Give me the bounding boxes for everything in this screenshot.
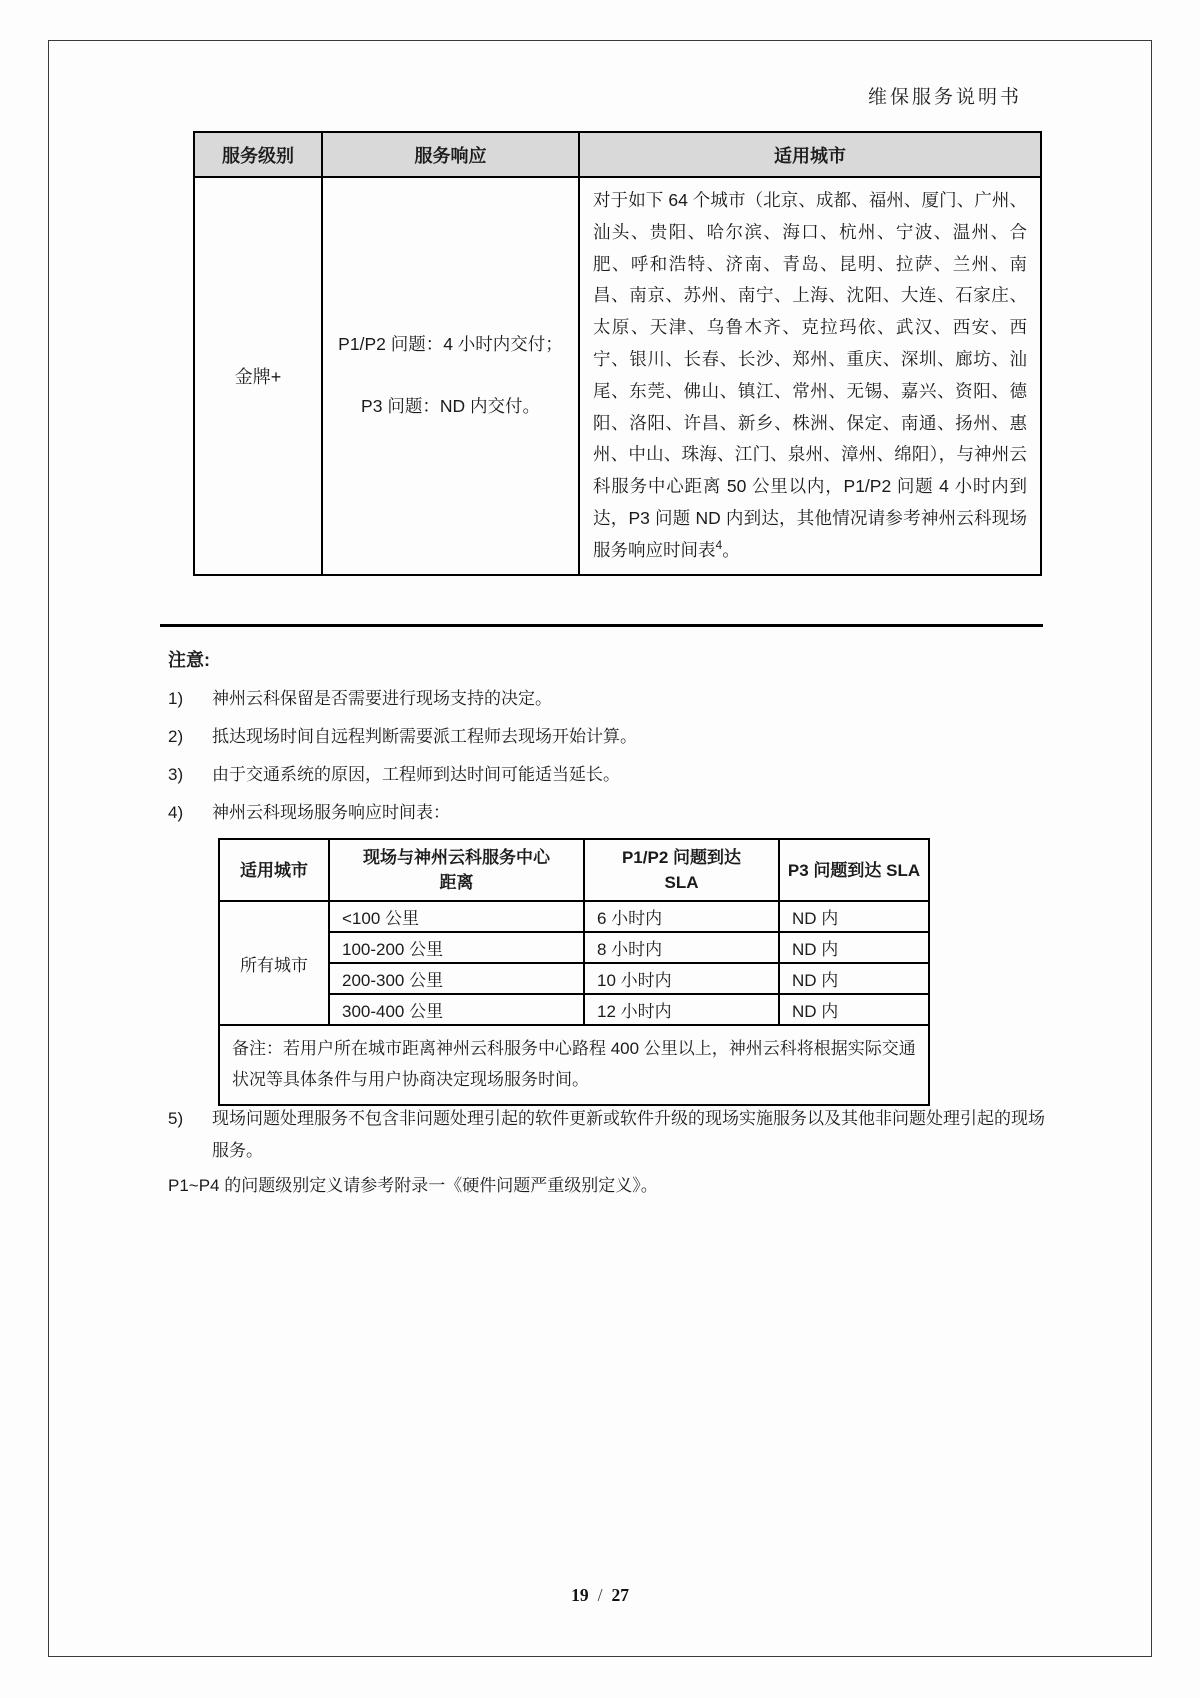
appendix-reference-note: P1~P4 的问题级别定义请参考附录一《硬件问题严重级别定义》。	[168, 1176, 658, 1195]
service-table-row-gold-plus	[194, 177, 1041, 575]
table-remark: 备注：若用户所在城市距离神州云科服务中心路程 400 公里以上，神州云科将根据实际交通状况等具体条件与用户协商决定现场服务时间。	[219, 1025, 929, 1105]
header-service-response: 服务响应	[322, 132, 579, 177]
header-distance-line1: 现场与神州云科服务中心	[363, 848, 550, 867]
response-time-table	[218, 838, 930, 1106]
p1p2-sla-cell: 10 小时内	[584, 963, 779, 994]
note-item-number: 3)	[168, 765, 184, 784]
section-divider	[160, 624, 1043, 627]
distance-cell: <100 公里	[329, 901, 584, 932]
response-p1p2: P1/P2 问题：4 小时内交付；	[338, 334, 563, 355]
page-number: 19	[571, 1585, 589, 1605]
header-p1p2-sla-line1: P1/P2 问题到达	[621, 848, 742, 867]
response-time-header-row	[219, 839, 929, 901]
note-item-text: 现场问题处理服务不包含非问题处理引起的软件更新或软件升级的现场实施服务以及其他非问题处理引起的现场服务。	[212, 1109, 1045, 1160]
page-total: 27	[611, 1585, 629, 1605]
service-table-header-row	[194, 132, 1041, 177]
p3-sla-cell: ND 内	[779, 994, 929, 1025]
header-applicable-cities: 适用城市	[579, 132, 1041, 177]
footnote-reference: 4	[715, 537, 723, 552]
response-time-remark-row	[219, 1025, 929, 1105]
note-item-number: 1)	[168, 689, 184, 708]
response-p3: P3 问题：ND 内交付。	[361, 396, 540, 417]
service-level-value: 金牌+	[194, 177, 322, 575]
notice-title: 注意:	[168, 650, 210, 670]
p1p2-sla-cell: 6 小时内	[584, 901, 779, 932]
p3-sla-cell: ND 内	[779, 963, 929, 994]
header-p3-sla: P3 问题到达 SLA	[779, 839, 929, 901]
header-p1p2-sla	[584, 839, 779, 901]
note-item-text: 由于交通系统的原因，工程师到达时间可能适当延长。	[212, 765, 620, 784]
header-p1p2-sla-line2: SLA	[664, 873, 699, 892]
note-item-number: 2)	[168, 727, 184, 746]
page-number-separator: /	[597, 1585, 603, 1605]
p3-sla-cell: ND 内	[779, 901, 929, 932]
page-footer	[0, 1585, 1200, 1606]
cities-text: 对于如下 64 个城市（北京、成都、福州、厦门、广州、汕头、贵阳、哈尔滨、海口、杭州、宁波、温州、合肥、呼和浩特、济南、青岛、昆明、拉萨、兰州、南昌、南京、苏州、南宁、上海、沈阳、大连、石家庄、太原、天津、乌鲁木齐、克拉玛依、武汉、西安、西宁、银川、长春、长沙、郑州、重庆、深圳、廊坊、汕尾、东莞、佛山、镇江、常州、无锡、嘉兴、资阳、德阳、洛阳、许昌、新乡、株洲、保定、南通、扬州、惠州、中山、珠海、江门、泉州、漳州、绵阳），与神州云科服务中心距离 50 公里以内，P1/P2 问题 4 小时内到达，P3 问题 ND 内到达，其他情况请参考神州云科现场服务响应时间表	[593, 190, 1027, 560]
document-header-title: 维保服务说明书	[867, 87, 1022, 108]
note-item-4	[168, 801, 1048, 825]
header-distance-line2: 距离	[439, 873, 474, 892]
note-item-text: 神州云科现场服务响应时间表：	[212, 803, 450, 822]
note-item-2	[168, 725, 1048, 749]
distance-cell: 200-300 公里	[329, 963, 584, 994]
note-item-number: 5)	[168, 1109, 184, 1128]
cities-text-period: 。	[722, 539, 740, 560]
p1p2-sla-cell: 12 小时内	[584, 994, 779, 1025]
p3-sla-cell: ND 内	[779, 932, 929, 963]
header-applicable-city: 适用城市	[219, 839, 329, 901]
applicable-cities-cell	[579, 177, 1041, 575]
note-item-text: 神州云科保留是否需要进行现场支持的决定。	[212, 689, 552, 708]
note-item-number: 4)	[168, 803, 184, 822]
header-distance	[329, 839, 584, 901]
service-level-table	[193, 131, 1042, 576]
response-time-row-1	[219, 901, 929, 932]
note-item-3	[168, 763, 1048, 787]
note-item-5	[168, 1103, 1053, 1167]
distance-cell: 100-200 公里	[329, 932, 584, 963]
city-scope-cell: 所有城市	[219, 901, 329, 1025]
note-item-text: 抵达现场时间自远程判断需要派工程师去现场开始计算。	[212, 727, 637, 746]
header-service-level: 服务级别	[194, 132, 322, 177]
p1p2-sla-cell: 8 小时内	[584, 932, 779, 963]
note-item-1	[168, 687, 1048, 711]
distance-cell: 300-400 公里	[329, 994, 584, 1025]
service-response-cell	[322, 177, 579, 575]
